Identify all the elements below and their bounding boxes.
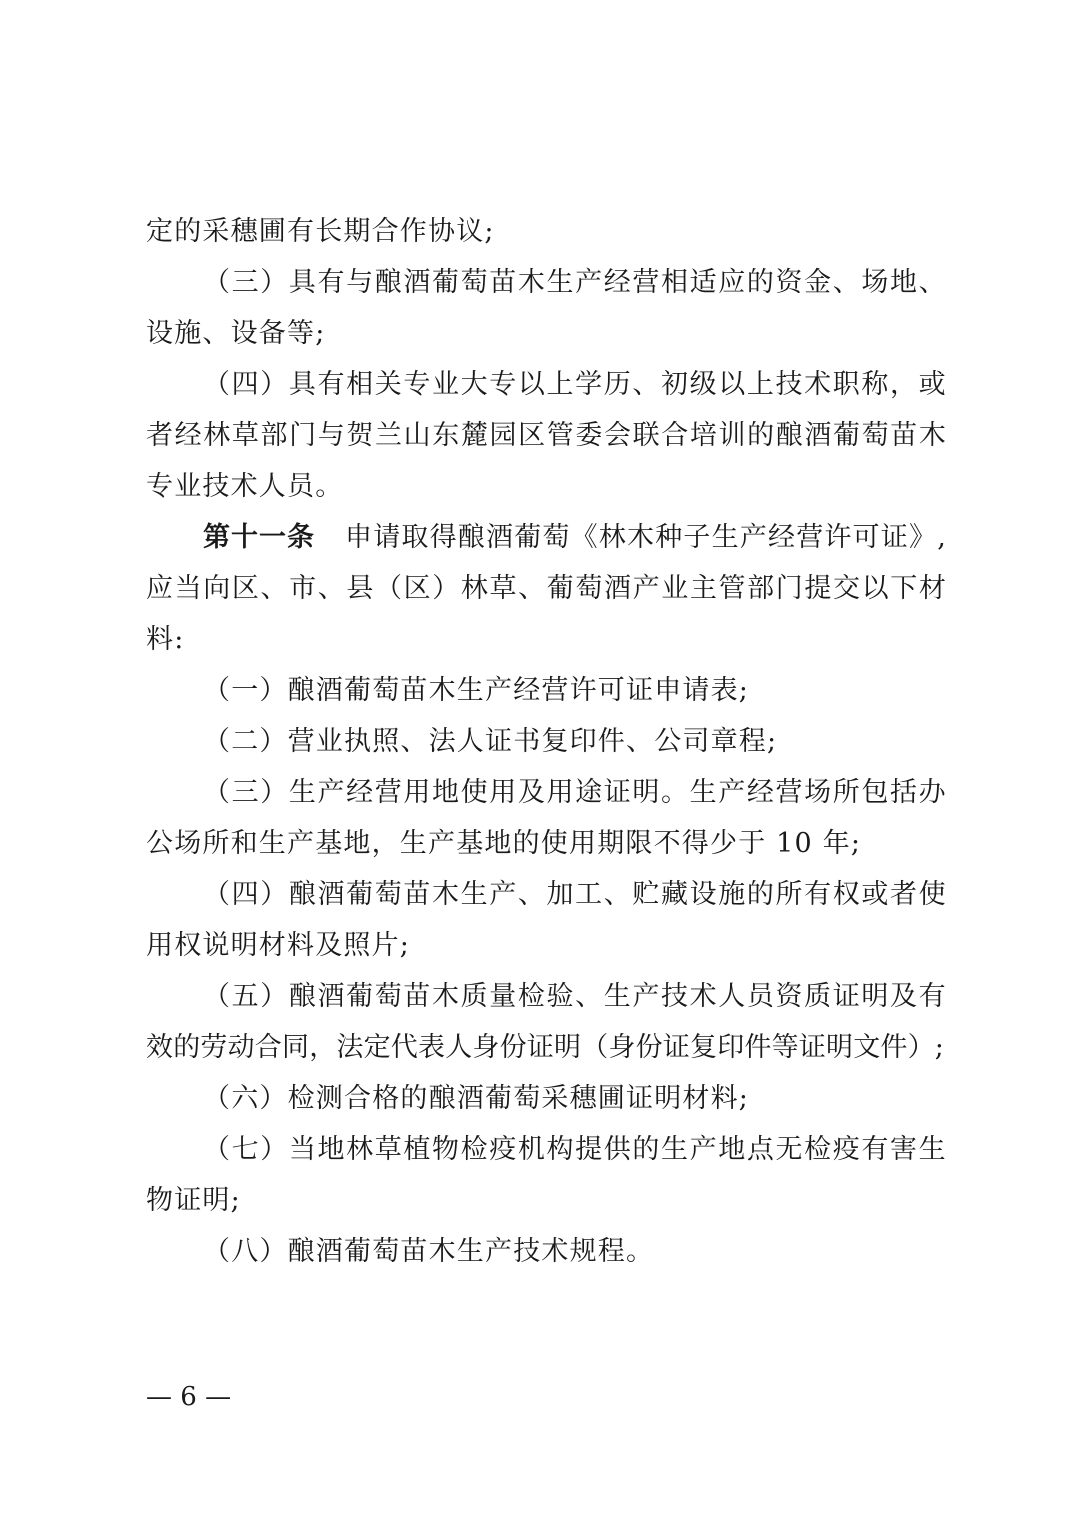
text-line-4: （ 四 ） 具 有 相 关 专 业 大 专 以 上 学 历 、 初 级 以 上 技 术 职 称 ， 或	[203, 369, 946, 400]
text-line-2: （ 三 ） 具 有 与 酿 酒 葡 萄 苗 木 生 产 经 营 相 适 应 的 资 金 、 场 地 、	[203, 267, 946, 298]
text-line-15: 用权说明材料及照片;	[146, 930, 411, 961]
text-line-3: 设施、设备等;	[146, 318, 326, 349]
text-line-1: 定的采穗圃有长期合作协议;	[146, 216, 495, 247]
article-11-line	[203, 520, 946, 556]
text-line-19: （ 七 ） 当 地 林 草 植 物 检 疫 机 构 提 供 的 生 产 地 点 无 检 疫 有 害 生	[203, 1134, 946, 1165]
text-line-6: 专业技术人员。	[146, 471, 344, 502]
text-line-5: 者 经 林 草 部 门 与 贺 兰 山 东 麓 园 区 管 委 会 联 合 培 训 的 酿 酒 葡 萄 苗 木	[146, 420, 946, 451]
article-heading: 第十一条	[203, 522, 315, 553]
text-line-14: （ 四 ） 酿 酒 葡 萄 苗 木 生 产 、 加 工 、 贮 藏 设 施 的 所 有 权 或 者 使	[203, 879, 946, 910]
text-line-20: 物证明;	[146, 1185, 241, 1216]
text-line-12: （ 三 ） 生 产 经 营 用 地 使 用 及 用 途 证 明 。 生 产 经 营 场 所 包 括 办	[203, 777, 946, 808]
text-line-18: （六）检测合格的酿酒葡萄采穗圃证明材料;	[203, 1083, 750, 1114]
text-line-16: （ 五 ） 酿 酒 葡 萄 苗 木 质 量 检 验 、 生 产 技 术 人 员 资 质 证 明 及 有	[203, 981, 946, 1012]
text-line-11: （二）营业执照、法人证书复印件、公司章程;	[203, 726, 778, 757]
article-11-text: 申请取得酿酒葡萄《林木种子生产经营许可证》,	[345, 522, 947, 553]
text-line-17: 效的劳动合同，法定代表人身份证明（身份证复印件等证明文件）;	[146, 1032, 945, 1063]
page-number: — 6 —	[146, 1382, 232, 1412]
text-line-13: 公场所和生产基地，生产基地的使用期限不得少于 10 年;	[146, 828, 862, 859]
text-line-10: （一）酿酒葡萄苗木生产经营许可证申请表;	[203, 675, 750, 706]
text-line-9: 料:	[146, 624, 185, 655]
text-line-8: 应 当 向 区 、 市 、 县 （ 区 ） 林 草 、 葡 萄 酒 产 业 主 管 部 门 提 交 以 下 材	[146, 573, 946, 604]
text-line-21: （八）酿酒葡萄苗木生产技术规程。	[203, 1236, 655, 1267]
